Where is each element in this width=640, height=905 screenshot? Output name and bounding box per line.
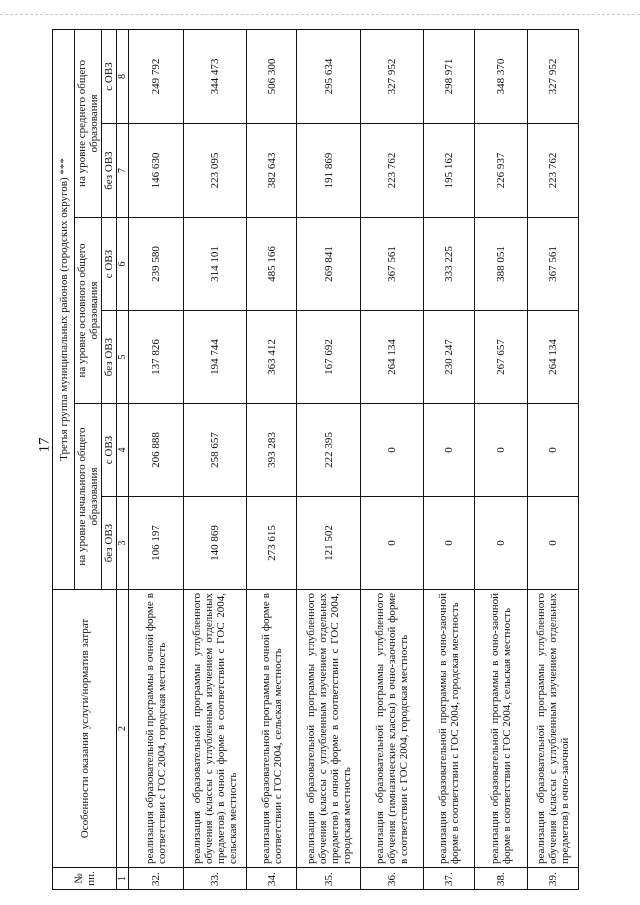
row-feature-text: реализация образовательной программы в очно-заочной форме в соответствии с ГОС 2004, городская местность: [423, 590, 474, 868]
column-number: 7: [117, 124, 129, 218]
scan-edge-line: [0, 14, 640, 15]
row-value-cell: 0: [475, 497, 527, 590]
table-row: [527, 29, 578, 889]
row-value-cell: 106 197: [129, 497, 184, 590]
row-number: 32.: [129, 868, 184, 890]
column-number: 8: [117, 29, 129, 123]
row-value-cell: 223 762: [527, 124, 578, 218]
table-row: [129, 29, 184, 889]
header-with-ovz: с ОВЗ: [102, 218, 117, 311]
header-level-primary: на уровне начального общего образования: [75, 404, 102, 590]
row-value-cell: 206 888: [129, 404, 184, 497]
page-number: 17: [36, 437, 53, 453]
row-value-cell: 273 615: [247, 497, 297, 590]
row-value-cell: 222 395: [297, 404, 361, 497]
header-without-ovz: без ОВЗ: [102, 497, 117, 590]
row-feature-text: реализация образовательной программы углубленного обучения (классы с углубленным изучением отдельных предметов) в очной форме в соответствии с ГОС 2004, сельская местность: [184, 590, 247, 868]
row-value-cell: 348 370: [475, 29, 527, 123]
row-value-cell: 363 412: [247, 311, 297, 404]
column-number: 3: [117, 497, 129, 590]
row-number: 33.: [184, 868, 247, 890]
column-number: 2: [117, 590, 129, 868]
row-number: 35.: [297, 868, 361, 890]
row-feature-text: реализация образовательной программы в очной форме в соответствии с ГОС 2004, сельская местность: [247, 590, 297, 868]
column-number: 5: [117, 311, 129, 404]
row-value-cell: 0: [423, 497, 474, 590]
row-value-cell: 239 580: [129, 218, 184, 311]
row-value-cell: 0: [423, 404, 474, 497]
row-value-cell: 506 300: [247, 29, 297, 123]
column-number: 6: [117, 218, 129, 311]
row-value-cell: 314 101: [184, 218, 247, 311]
table-row: [361, 29, 424, 889]
row-number: 38.: [475, 868, 527, 890]
rotated-table-container: [52, 30, 579, 890]
row-value-cell: 194 744: [184, 311, 247, 404]
row-value-cell: 230 247: [423, 311, 474, 404]
row-value-cell: 298 971: [423, 29, 474, 123]
table-row: [423, 29, 474, 889]
row-value-cell: 269 841: [297, 218, 361, 311]
row-value-cell: 327 952: [527, 29, 578, 123]
row-value-cell: 146 630: [129, 124, 184, 218]
row-value-cell: 223 762: [361, 124, 424, 218]
row-value-cell: 0: [475, 404, 527, 497]
row-feature-text: реализация образовательной программы в очно-заочной форме в соответствии с ГОС 2004, сельская местность: [475, 590, 527, 868]
row-value-cell: 388 051: [475, 218, 527, 311]
header-group-title: Третья группа муниципальных районов (городских округов) ***: [53, 29, 75, 589]
row-number: 36.: [361, 868, 424, 890]
table-row: [184, 29, 247, 889]
row-value-cell: 333 225: [423, 218, 474, 311]
row-value-cell: 0: [527, 404, 578, 497]
header-col-feature: Особенности оказания услуги/норматив затрат: [53, 590, 117, 868]
row-value-cell: 367 561: [361, 218, 424, 311]
row-feature-text: реализация образовательной программы углубленного обучения (классы с углубленным изучением отдельных предметов) в очной форме в соответствии с ГОС 2004, городская местность: [297, 590, 361, 868]
header-without-ovz: без ОВЗ: [102, 311, 117, 404]
row-value-cell: 223 095: [184, 124, 247, 218]
row-value-cell: 121 502: [297, 497, 361, 590]
row-value-cell: 264 134: [361, 311, 424, 404]
column-number: 1: [117, 868, 129, 890]
table-body: [129, 29, 579, 889]
row-value-cell: 167 692: [297, 311, 361, 404]
row-value-cell: 249 792: [129, 29, 184, 123]
row-value-cell: 140 869: [184, 497, 247, 590]
row-value-cell: 195 162: [423, 124, 474, 218]
header-without-ovz: без ОВЗ: [102, 124, 117, 218]
row-feature-text: реализация образовательной программы углубленного обучения (классы с углубленным изучением отдельных предметов) в очно-заочной: [527, 590, 578, 868]
header-with-ovz: с ОВЗ: [102, 404, 117, 497]
table-row: [475, 29, 527, 889]
row-value-cell: 344 473: [184, 29, 247, 123]
row-feature-text: реализация образовательной программы в очной форме в соответствии с ГОС 2004, городская местность: [129, 590, 184, 868]
row-value-cell: 137 826: [129, 311, 184, 404]
table-row: [247, 29, 297, 889]
row-value-cell: 264 134: [527, 311, 578, 404]
row-value-cell: 267 657: [475, 311, 527, 404]
row-value-cell: 226 937: [475, 124, 527, 218]
row-number: 39.: [527, 868, 578, 890]
row-value-cell: 485 166: [247, 218, 297, 311]
header-with-ovz: с ОВЗ: [102, 29, 117, 123]
row-number: 34.: [247, 868, 297, 890]
row-value-cell: 0: [361, 404, 424, 497]
row-value-cell: 367 561: [527, 218, 578, 311]
row-value-cell: 258 657: [184, 404, 247, 497]
row-value-cell: 295 634: [297, 29, 361, 123]
row-value-cell: 327 952: [361, 29, 424, 123]
row-value-cell: 393 283: [247, 404, 297, 497]
row-value-cell: 382 643: [247, 124, 297, 218]
row-value-cell: 191 869: [297, 124, 361, 218]
table-row: [297, 29, 361, 889]
row-value-cell: 0: [361, 497, 424, 590]
cost-norms-table: [52, 29, 579, 890]
row-feature-text: реализация образовательной программы углубленного обучения (гимназические классы) в очно-заочной форме в соответствии с ГОС 2004, городская местность: [361, 590, 424, 868]
header-col-no: № пп.: [53, 868, 117, 890]
row-number: 37.: [423, 868, 474, 890]
header-level-basic: на уровне основного общего образования: [75, 218, 102, 404]
header-level-secondary: на уровне среднего общего образования: [75, 29, 102, 217]
row-value-cell: 0: [527, 497, 578, 590]
column-number: 4: [117, 404, 129, 497]
